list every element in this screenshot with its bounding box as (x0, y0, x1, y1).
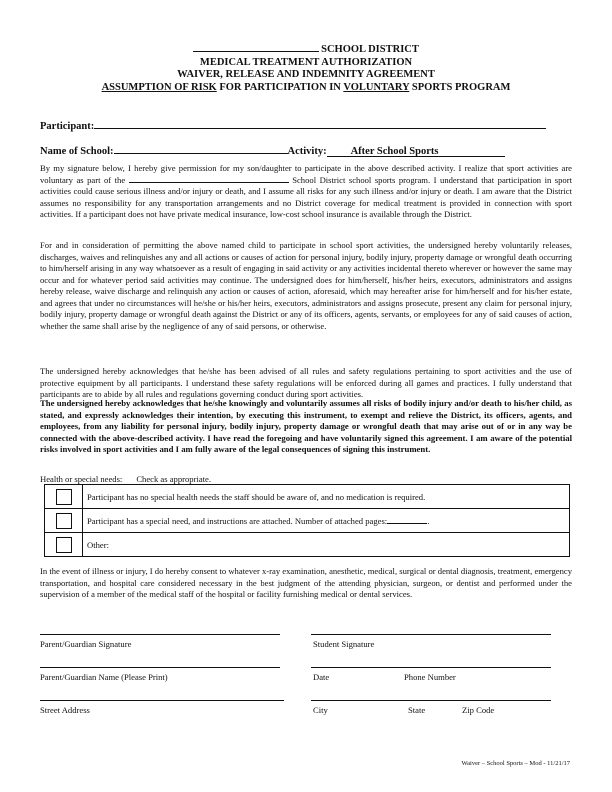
health-option-label: Participant has no special health needs the staff should be aware of, and no medication is required. (83, 485, 570, 509)
footer-version: Waiver – School Sports – Mod - 11/21/17 (461, 760, 570, 767)
activity-label: Activity: (287, 146, 327, 157)
participant-field[interactable] (94, 118, 546, 129)
rules-paragraph: The undersigned hereby acknowledges that he/she has been advised of all rules and safety regulations pertaining to sport activities and the use of protective equipment by all participants. I understand these safety regulations will be enforced during all games and practices. I fully understand that participants are to abide by all rules and regulations governing conduct during sport activities. (40, 366, 572, 399)
activity-field[interactable] (327, 146, 505, 157)
no-special-needs-checkbox[interactable] (56, 489, 72, 505)
health-option-label: Other: (83, 533, 570, 557)
street-address-label: Street Address (40, 705, 90, 715)
health-option-row (45, 485, 570, 509)
activity-value: After School Sports (350, 146, 439, 157)
other-checkbox[interactable] (56, 537, 72, 553)
header-title-medical: MEDICAL TREATMENT AUTHORIZATION (199, 56, 413, 68)
health-options-table (44, 484, 570, 557)
assumption-paragraph: The undersigned hereby acknowledges that he/she knowingly and voluntarily assumes all risks of bodily injury and/or death to his/her child, as stated, and expressly acknowledges their intention, by executing this instrument, to exempt and relieve the District, its officers, agents, and employees, from any liability for personal injury, bodily injury, property damage or wrongful death that may arise out of or in any way be connected with the above-described activity. I have read the foregoing and have voluntarily signed this agreement. I am aware of the potential risks involved in sport activities and I am fully aware of the legal consequences of signing this instrument. (40, 398, 572, 454)
district-name-blank[interactable] (193, 42, 319, 52)
parent-signature-label: Parent/Guardian Signature (40, 639, 132, 649)
health-option-label: Participant has a special need, and instructions are attached. Number of attached pages: (87, 515, 388, 526)
date-phone-line[interactable] (311, 667, 551, 668)
form-header (40, 42, 572, 94)
parent-signature-line[interactable] (40, 634, 280, 635)
health-option-row: Participant has a special need, and instructions are attached. Number of attached pages: . (45, 509, 570, 533)
parent-name-label: Parent/Guardian Name (Please Print) (40, 672, 168, 682)
student-signature-label: Student Signature (313, 639, 375, 649)
header-district-line: SCHOOL DISTRICT (40, 42, 572, 57)
street-address-line[interactable] (40, 700, 284, 701)
city-label: City (313, 705, 328, 715)
district-inline-blank[interactable] (129, 175, 289, 183)
permission-paragraph: By my signature below, I hereby give permission for my son/daughter to participate in the above described activity. I realize that sport activities are voluntary as part of the School District school sports program. I understand that participation in sport activities could cause serious illness and/or injury or death, and I assume all risks for any such illness and/or injury or death. I am aware that the District assumes no responsibility for any transportation arrangements and no District coverage for medical treatment is provided in connection with sport activities. If a participant does not have private medical insurance, low-cost school insurance is available through the District. (40, 163, 572, 219)
health-option-row (45, 533, 570, 557)
phone-label: Phone Number (404, 672, 456, 682)
state-label: State (408, 705, 426, 715)
header-title-waiver: WAIVER, RELEASE AND INDEMNITY AGREEMENT (177, 69, 435, 80)
school-activity-row (40, 143, 505, 157)
attached-pages-field[interactable] (387, 516, 427, 524)
health-needs-heading: Health or special needs: Check as appropriate. (40, 474, 212, 484)
consent-paragraph: In the event of illness or injury, I do hereby consent to whatever x-ray examination, anesthetic, medical, surgical or dental diagnosis, treatment, emergency transportation, and hospital care considered necessary in the best judgment of the attending physician, surgeon, or dentist and performed under the supervision of a member of the medical staff of the hospital or facility furnishing medical or dental services. (40, 566, 572, 599)
school-label: Name of School: (40, 146, 114, 157)
school-name-field[interactable] (114, 143, 288, 154)
city-state-zip-line[interactable] (311, 700, 551, 701)
date-label: Date (313, 672, 330, 682)
student-signature-line[interactable] (311, 634, 551, 635)
participant-label: Participant: (40, 121, 95, 132)
release-paragraph: For and in consideration of permitting the above named child to participate in school sport activities, the undersigned hereby voluntarily releases, discharges, waives and relinquishes any and all actions or causes of action for personal injury, bodily injury, property damage or wrongful death occurring to him/herself arising in any way whatsoever as a result of engaging in said activity or any activities incidental thereto wherever or however the same may occur and for whatever period said activities may continue. The undersigned does for him/herself, his/her heirs, executors, administrators and assigns hereby release, waive discharge and relinquish any action or causes of action, aforesaid, which may hereafter arise for him/herself and for his/her estate, and agrees that under no circumstances will he/she or his/her heirs, executors, administrators and assigns prosecute, present any claim for personal injury, bodily injury, property damage or wrongful death against the District or any of its officers, agents, servants, or employees for any of said causes of action, whether the same shall arise by the negligence of any of said persons, or otherwise. (40, 240, 572, 331)
zip-code-label: Zip Code (462, 705, 495, 715)
special-need-checkbox[interactable] (56, 513, 72, 529)
parent-name-line[interactable] (40, 667, 280, 668)
participant-row (40, 118, 546, 132)
header-title-assumption: ASSUMPTION OF RISK FOR PARTICIPATION IN VOLUNTARY SPORTS PROGRAM (101, 81, 511, 93)
